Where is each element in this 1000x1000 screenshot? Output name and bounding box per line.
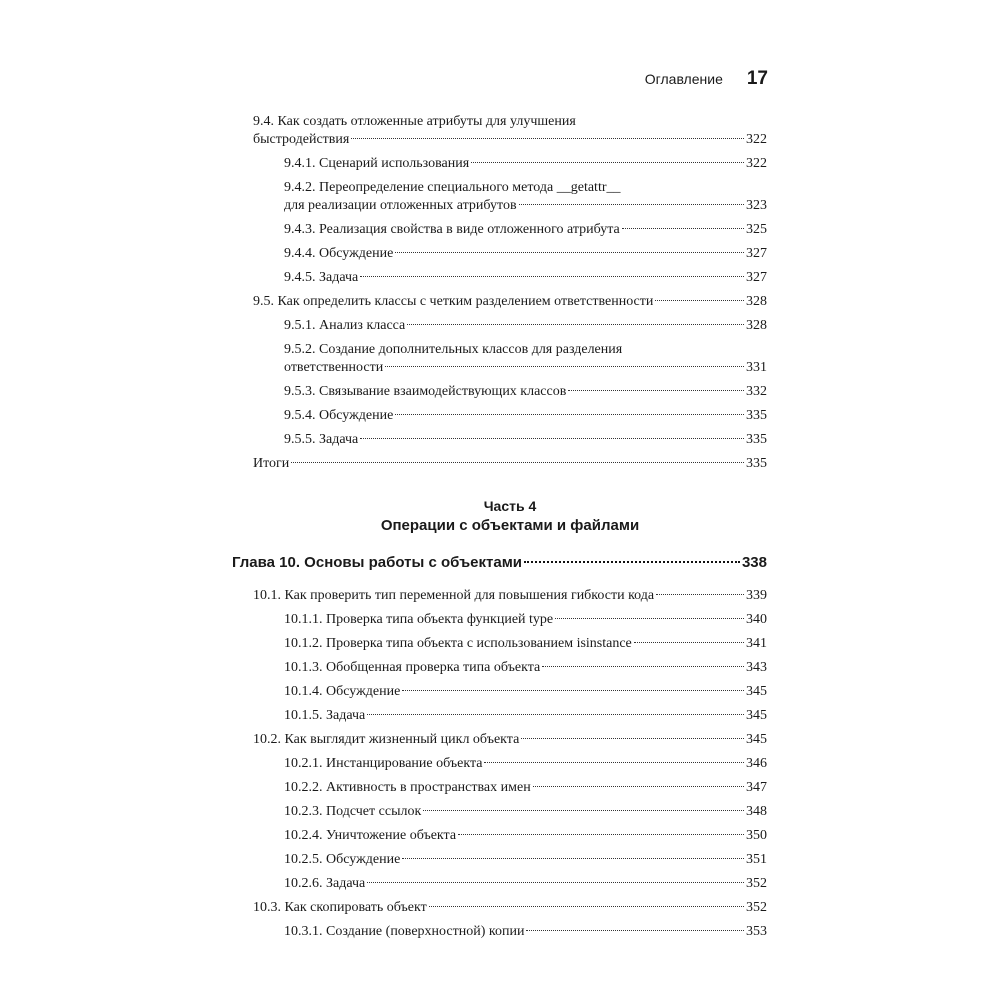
dot-leader: [402, 858, 744, 859]
toc-entry-text: 9.5.5. Задача: [284, 432, 359, 447]
toc-entry-text: Итоги: [253, 456, 290, 471]
dot-leader: [655, 300, 744, 301]
toc-entry-10-1-2[interactable]: [253, 635, 767, 653]
toc-entry-9-5-2[interactable]: [253, 341, 767, 377]
toc-entry-text: 10.2.6. Задача: [284, 876, 366, 891]
table-of-contents: [232, 113, 767, 947]
dot-leader: [634, 642, 744, 643]
toc-entry-9-5-1[interactable]: [253, 317, 767, 335]
toc-entry-text: 10.2.2. Активность в пространствах имен: [284, 780, 531, 795]
dot-leader: [656, 594, 744, 595]
toc-entry-page: 335: [746, 432, 767, 447]
toc-entry-text: 10.2.1. Инстанцирование объекта: [284, 756, 483, 771]
dot-leader: [423, 810, 744, 811]
dot-leader: [622, 228, 744, 229]
toc-entry-10-2-5[interactable]: [253, 851, 767, 869]
toc-entry-page: 331: [746, 360, 767, 375]
toc-entry-10-1[interactable]: [253, 587, 767, 605]
dot-leader: [429, 906, 744, 907]
toc-entry-10-2-2[interactable]: [253, 779, 767, 797]
toc-entry-text: 9.5.3. Связывание взаимодействующих классов: [284, 384, 567, 399]
toc-entry-page: 352: [746, 900, 767, 915]
toc-entry-text: 9.4.3. Реализация свойства в виде отложенного атрибута: [284, 222, 620, 237]
toc-entry-page: 339: [746, 588, 767, 603]
toc-entry-9-4-4[interactable]: [253, 245, 767, 263]
toc-entry-text: 9.5. Как определить классы с четким разделением ответственности: [253, 294, 654, 309]
dot-leader: [291, 462, 744, 463]
toc-entry-page: 328: [746, 294, 767, 309]
running-header-title: Оглавление: [644, 71, 723, 87]
chapter-title: Глава 10. Основы работы с объектами: [232, 554, 523, 571]
toc-entry-page: 347: [746, 780, 767, 795]
dot-leader: [351, 138, 744, 139]
toc-entry-text: 10.1. Как проверить тип переменной для повышения гибкости кода: [253, 588, 655, 603]
toc-entry-page: 353: [746, 924, 767, 939]
dot-leader: [568, 390, 744, 391]
chapter-page: 338: [741, 554, 767, 571]
toc-entry-9-4-5[interactable]: [253, 269, 767, 287]
toc-entry-10-2[interactable]: [253, 731, 767, 749]
dot-leader: [407, 324, 744, 325]
toc-entry-9-4-2[interactable]: [253, 179, 767, 215]
toc-entry-page: 341: [746, 636, 767, 651]
toc-entry-page: 328: [746, 318, 767, 333]
toc-entry-text: 9.5.1. Анализ класса: [284, 318, 406, 333]
toc-entry-text: 9.4.1. Сценарий использования: [284, 156, 470, 171]
toc-entry-page: 345: [746, 708, 767, 723]
toc-chapter-10[interactable]: [232, 553, 767, 573]
toc-entry-10-1-3[interactable]: [253, 659, 767, 677]
toc-entry-summary[interactable]: [253, 455, 767, 473]
toc-entry-text-line1: 9.5.2. Создание дополнительных классов для разделения: [284, 342, 623, 357]
toc-entry-10-1-4[interactable]: [253, 683, 767, 701]
toc-entry-10-2-1[interactable]: [253, 755, 767, 773]
toc-entry-text: 10.2.3. Подсчет ссылок: [284, 804, 422, 819]
toc-entry-text: 10.1.4. Обсуждение: [284, 684, 401, 699]
toc-entry-page: 327: [746, 246, 767, 261]
toc-entry-10-1-1[interactable]: [253, 611, 767, 629]
toc-entry-9-5[interactable]: [253, 293, 767, 311]
toc-entry-page: 322: [746, 132, 767, 147]
dot-leader: [524, 561, 740, 563]
toc-entry-text: быстродействия: [253, 132, 350, 147]
dot-leader: [471, 162, 744, 163]
dot-leader: [395, 252, 744, 253]
toc-entry-text: 10.2.4. Уничтожение объекта: [284, 828, 457, 843]
toc-entry-page: 327: [746, 270, 767, 285]
dot-leader: [367, 714, 744, 715]
toc-entry-10-2-6[interactable]: [253, 875, 767, 893]
dot-leader: [360, 276, 744, 277]
toc-entry-text: 10.3.1. Создание (поверхностной) копии: [284, 924, 525, 939]
toc-entry-text: 9.4.5. Задача: [284, 270, 359, 285]
dot-leader: [402, 690, 744, 691]
toc-entry-text: 10.1.5. Задача: [284, 708, 366, 723]
dot-leader: [519, 204, 744, 205]
dot-leader: [542, 666, 744, 667]
toc-entry-9-5-4[interactable]: [253, 407, 767, 425]
dot-leader: [533, 786, 744, 787]
toc-entry-page: 335: [746, 408, 767, 423]
toc-entry-page: 340: [746, 612, 767, 627]
dot-leader: [458, 834, 744, 835]
toc-entry-text: 9.4.4. Обсуждение: [284, 246, 394, 261]
toc-entry-text: для реализации отложенных атрибутов: [284, 198, 517, 213]
toc-entry-page: 348: [746, 804, 767, 819]
toc-entry-page: 335: [746, 456, 767, 471]
toc-entry-page: 332: [746, 384, 767, 399]
toc-entry-text: 10.1.2. Проверка типа объекта с использованием isinstance: [284, 636, 632, 651]
toc-entry-page: 346: [746, 756, 767, 771]
toc-entry-9-5-3[interactable]: [253, 383, 767, 401]
toc-entry-text: 10.3. Как скопировать объект: [253, 900, 427, 915]
toc-entry-text: 10.1.1. Проверка типа объекта функцией type: [284, 612, 554, 627]
toc-entry-9-5-5[interactable]: [253, 431, 767, 449]
toc-entry-text: 9.5.4. Обсуждение: [284, 408, 394, 423]
dot-leader: [521, 738, 744, 739]
toc-entry-10-3-1[interactable]: [253, 923, 767, 941]
toc-entry-text: 10.2. Как выглядит жизненный цикл объекта: [253, 732, 520, 747]
toc-entry-page: 343: [746, 660, 767, 675]
toc-entry-text: 10.2.5. Обсуждение: [284, 852, 401, 867]
dot-leader: [555, 618, 744, 619]
dot-leader: [484, 762, 744, 763]
toc-entry-9-4-3[interactable]: [253, 221, 767, 239]
toc-entry-text-line1: 9.4.2. Переопределение специального метода __getattr__: [284, 180, 621, 195]
toc-entry-text: ответственности: [284, 360, 384, 375]
dot-leader: [367, 882, 744, 883]
toc-entry-10-2-4[interactable]: [253, 827, 767, 845]
toc-entry-text-line1: 9.4. Как создать отложенные атрибуты для улучшения: [253, 114, 576, 129]
toc-entry-page: 323: [746, 198, 767, 213]
dot-leader: [360, 438, 744, 439]
toc-entry-10-3[interactable]: [253, 899, 767, 917]
page-number: 17: [746, 68, 768, 89]
part-title: Операции с объектами и файлами: [380, 517, 640, 534]
part-heading: [253, 497, 767, 535]
dot-leader: [385, 366, 744, 367]
running-header: [232, 68, 768, 90]
toc-entry-page: 322: [746, 156, 767, 171]
part-label: Часть 4: [483, 498, 537, 514]
toc-entry-page: 351: [746, 852, 767, 867]
toc-entry-page: 345: [746, 684, 767, 699]
toc-entry-page: 325: [746, 222, 767, 237]
toc-entry-9-4-1[interactable]: [253, 155, 767, 173]
toc-entry-page: 345: [746, 732, 767, 747]
dot-leader: [395, 414, 744, 415]
toc-entry-10-1-5[interactable]: [253, 707, 767, 725]
dot-leader: [526, 930, 744, 931]
toc-entry-9-4[interactable]: [253, 113, 767, 149]
toc-entry-page: 350: [746, 828, 767, 843]
toc-entry-page: 352: [746, 876, 767, 891]
toc-entry-text: 10.1.3. Обобщенная проверка типа объекта: [284, 660, 541, 675]
toc-entry-10-2-3[interactable]: [253, 803, 767, 821]
